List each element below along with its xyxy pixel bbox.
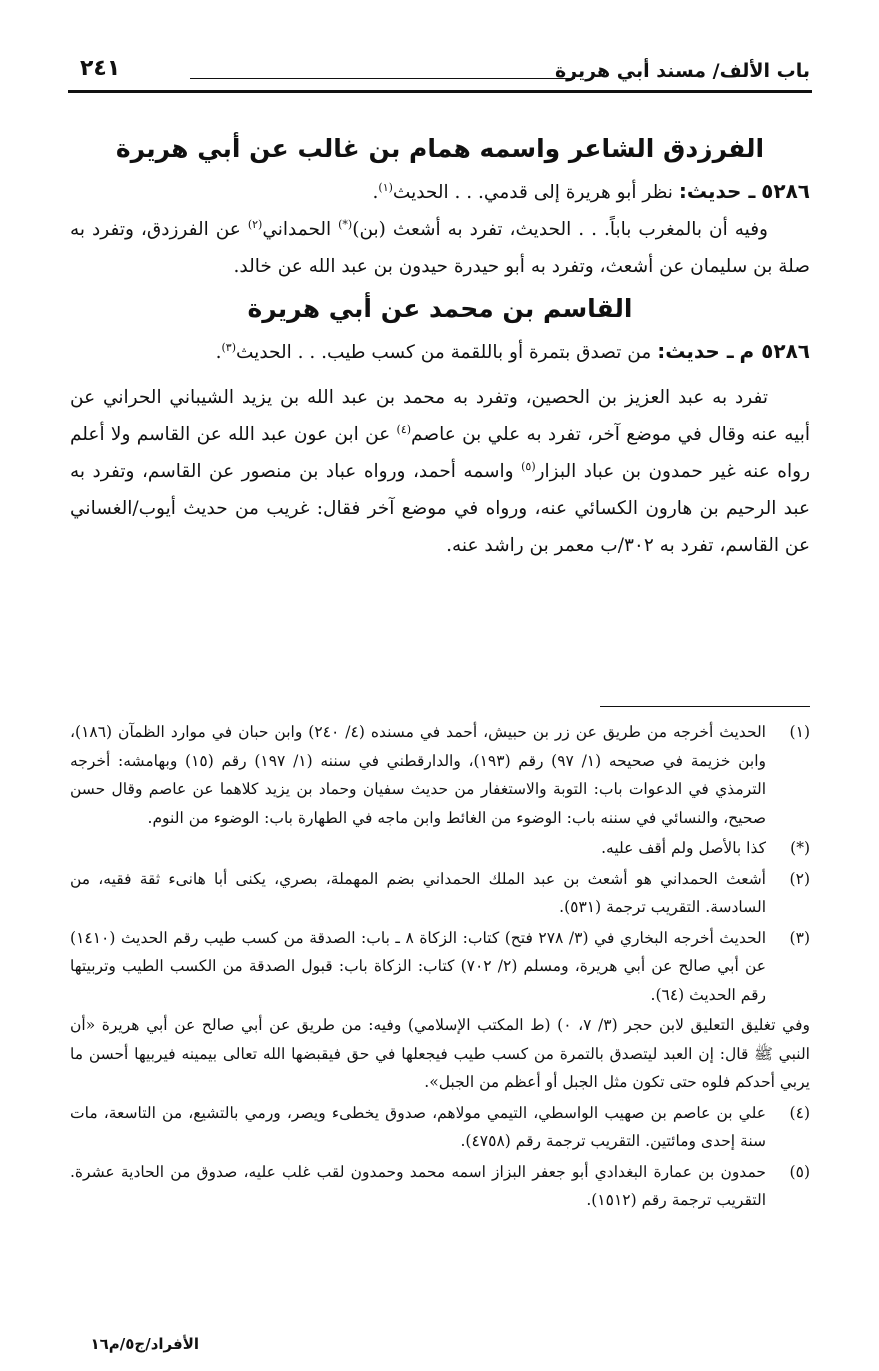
hadith-label: ـ حديث: <box>657 339 734 363</box>
footnote-text: علي بن عاصم بن صهيب الواسطي، التيمي مولاهم، صدوق يخطىء ويصر، ورمي بالتشيع، من التاسعة، مات سنة إحدى ومائتين. التقريب ترجمة رقم (٤٧٥٨). <box>70 1103 766 1150</box>
hadith-text: من تصدق بتمرة أو باللقمة من كسب طيب. . . الحديث <box>236 342 652 363</box>
footnote <box>70 924 810 1010</box>
hadith-label: ـ حديث: <box>678 179 756 203</box>
section-heading: الفرزدق الشاعر واسمه همام بن غالب عن أبي هريرة <box>115 134 765 163</box>
paragraph-text: عن الفرزدق، وتفرد به صلة بن سليمان عن أشعث، وتفرد به أبو حيدرة حيدون بن عبد الله عن خالد. <box>70 219 810 277</box>
footnote-mark: (٣) <box>789 928 810 947</box>
footnote-continuation: وفي تغليق التعليق لابن حجر (٣/ ٧، ٠) (ط المكتب الإسلامي) وفيه: من طريق عن أبي صالح عن أبي هريرة «أن النبي ﷺ قال: إن العبد ليتصدق بالتمرة من كسب طيب فيجعلها في حق فيقبضها الله تعالى بيمينه فيربيها أحسن ما يربي أحدكم فلوه حتى تكون مثل الجبل أو أعظم من الجبل». <box>70 1016 810 1091</box>
header-leader-line <box>190 78 575 79</box>
printer-signature: الأفراد/ج٥/م١٦ <box>90 1335 199 1353</box>
footnote-separator <box>600 706 810 707</box>
spacer <box>70 371 810 379</box>
footnote-text: حمدون بن عمارة البغدادي أبو جعفر البزاز اسمه محمد وحمدون لقب غلب عليه، صدوق من الحادية عشرة. التقريب ترجمة رقم (١٥١٢). <box>70 1162 766 1209</box>
footnote-mark: (٢) <box>789 869 810 888</box>
paragraph-text: الحمداني <box>262 219 339 240</box>
running-title: باب الألف/ مسند أبي هريرة <box>554 60 810 82</box>
footnote-mark: (١) <box>789 723 810 741</box>
paragraph-text: عن ابن عون عبد الله عن القاسم ولا أعلم رواه عنه غير حمدون بن عباد البزار <box>70 424 811 482</box>
main-text <box>70 125 810 564</box>
hadith-number: ٥٢٨٦ <box>761 179 810 203</box>
footnote <box>70 718 810 832</box>
footnote-text: الحديث أخرجه من طريق عن زر بن حبيش، أحمد في مسنده (٤/ ٢٤٠) وابن حبان في موارد الظمآن (١٨٦)، وابن خزيمة في صحيحه (١/ ٩٧) رقم (١٩٣)، والدارقطني في سننه (١/ ١٩٧) رقم (١٥) وبهامشه: أخرجه الترمذي في الدعوات باب: التوبة والاستغفار من حديث سفيان وحماد بن يزيد كلاهما عن عاصم وقال حسن صحيح، والنسائي في سننه باب: الوضوء من الغائط وابن ماجه في الطهارة باب: الوضوء من النوم. <box>70 723 766 827</box>
footnote-ref: (*) <box>338 217 353 231</box>
footnote <box>70 865 810 922</box>
footnote-ref: (٥) <box>521 459 536 473</box>
footnote-text: أشعث الحمداني هو أشعث بن عبد الملك الحمداني بضم المهملة، بصري، يكنى أبا هانىء ثقة فقيه، من السادسة. التقريب ترجمة (٥٣١). <box>70 869 766 916</box>
hadith-number: ٥٢٨٦ م <box>739 339 810 363</box>
footnote-ref: (١) <box>378 180 393 194</box>
hadith-line: ٥٢٨٦ م ـ حديث: من تصدق بتمرة أو باللقمة من كسب طيب. . . الحديث$^{(٣)}$. <box>215 339 810 363</box>
footnote-mark: (٥) <box>789 1162 810 1181</box>
page-number: ٢٤١ <box>80 56 121 81</box>
footnote-mark: (٤) <box>789 1103 810 1122</box>
paragraph-text: وفيه أن بالمغرب باباً. . . الحديث، تفرد به أشعث (بن) <box>352 219 768 240</box>
header-rule <box>68 90 812 93</box>
hadith-text: نظر أبو هريرة إلى قدمي. . . الحديث <box>392 182 673 203</box>
section-heading: القاسم بن محمد عن أبي هريرة <box>247 294 633 323</box>
hadith-line: ٥٢٨٦ ـ حديث: نظر أبو هريرة إلى قدمي. . . الحديث$^{(١)}$. <box>372 179 810 203</box>
commentary-paragraph <box>70 211 810 285</box>
footnote-text: كذا بالأصل ولم أقف عليه. <box>601 839 766 857</box>
footnote-ref: (٣) <box>221 340 236 354</box>
footnote-text: الحديث أخرجه البخاري في (٣/ ٢٧٨ فتح) كتاب: الزكاة ٨ ـ باب: الصدقة من كسب طيب رقم الحديث (١٤١٠) عن أبي صالح عن أبي هريرة، ومسلم (٢/ ٧٠٢) كتاب: الزكاة باب: قبول الصدقة من الكسب الطيب وتربيتها رقم الحديث (٦٤). <box>70 928 766 1004</box>
footnote <box>70 1099 810 1156</box>
running-header <box>70 52 810 92</box>
paragraph-text: تفرد به عبد العزيز بن الحصين، وتفرد به محمد بن عبد الله بن يزيد الشيباني الحراني عن أبيه عنه وقال في موضع آخر، تفرد به علي بن عاصم <box>70 387 811 445</box>
commentary-paragraph <box>70 379 810 564</box>
footnote-mark: (*) <box>790 839 810 857</box>
paragraph-text: واسمه أحمد، ورواه عباد بن منصور عن القاسم، وتفرد به عبد الرحيم بن هارون الكسائي عنه، ورواه في موضع آخر فقال: غريب من حديث أيوب/الغساني عن القاسم، تفرد به ٣٠٢/ب معمر بن راشد عنه. <box>70 461 810 556</box>
footnote-ref: (٢) <box>247 217 263 231</box>
footnote <box>70 1158 810 1215</box>
footnote <box>70 834 810 863</box>
footnotes <box>70 718 810 1217</box>
footnote-ref: (٤) <box>396 422 412 436</box>
